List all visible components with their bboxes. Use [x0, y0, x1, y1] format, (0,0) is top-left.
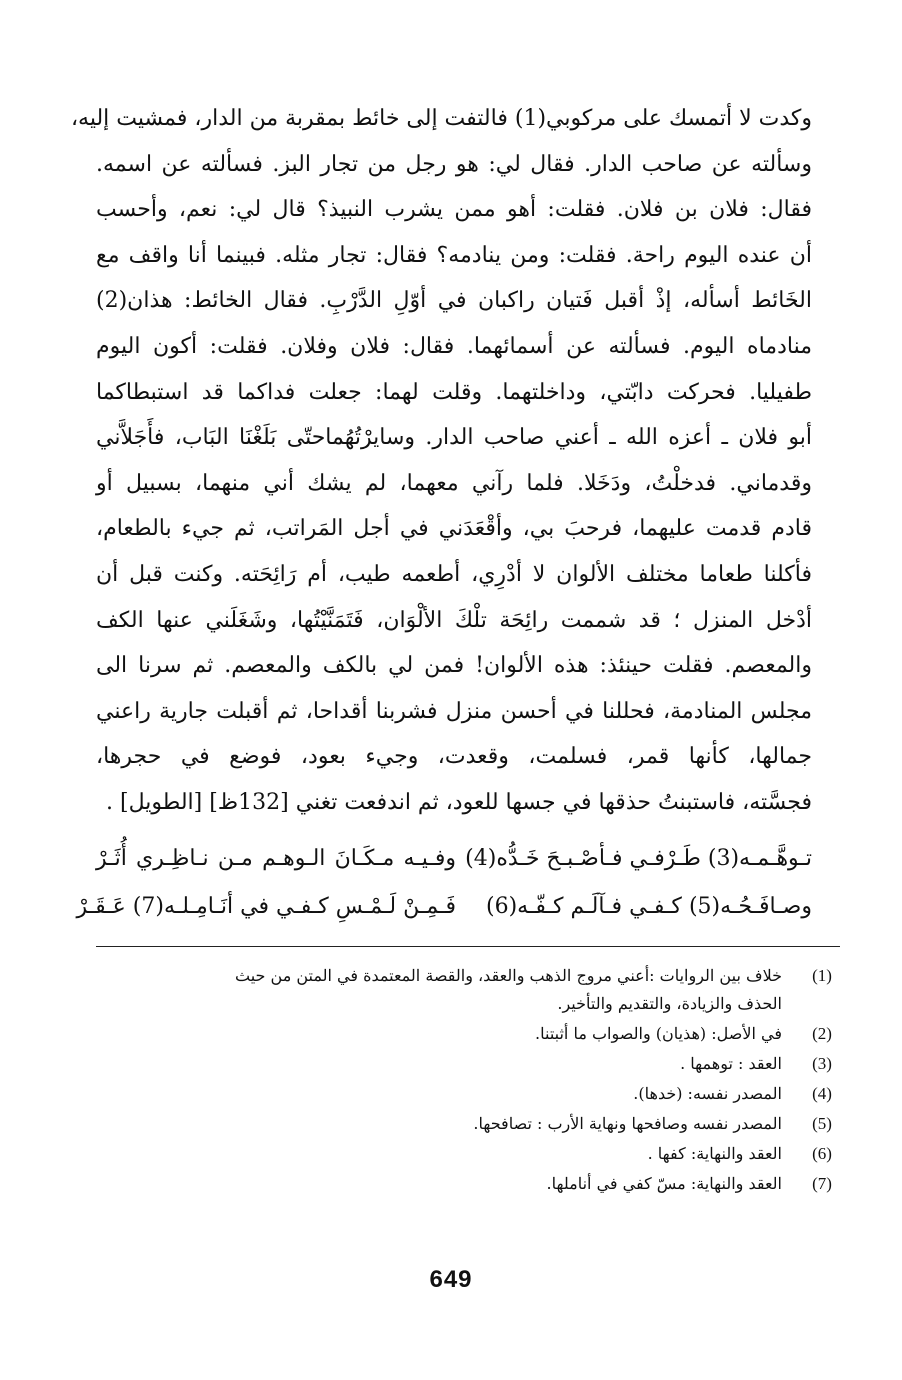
footnote-text: العقد : توهمها . [680, 1054, 782, 1073]
footnote-item [96, 962, 840, 1018]
poem-verse [76, 884, 812, 930]
text-line: أدْخل المنزل ؛ قد شممت رائِحَة تلْكَ الألْوَان، فَتَمَنَّيْتُها، وشَغَلَني عنها الكف [96, 607, 812, 633]
text-line: والمعصم. فقلت حينئذ: هذه الألوان! فمن لي بالكف والمعصم. ثم سرنا الى [96, 653, 812, 679]
page-number: 649 [429, 1266, 473, 1293]
text-line: مجلس المنادمة، فحللنا في أحسن منزل فشربنا أقداحا، ثم أقبلت جارية راعني [96, 698, 812, 724]
footnote-text: خلاف بين الروايات :أعني مروج الذهب والعقد، والقصة المعتمدة في المتن من حيث [235, 966, 782, 985]
text-line: فقال: فلان بن فلان. فقلت: أهو ممن يشرب النبيذ؟ قال لي: نعم، وأحسب [96, 197, 812, 223]
text-line: وكدت لا أتمسك على مركوبي(1) فالتفت إلى خائط بمقربة من الدار، فمشيت إليه، [70, 106, 812, 131]
text-line: فجسَّته، فاستبنتُ حذقها في جسها للعود، ثم اندفعت تغني [132ظ] [الطويل] . [106, 789, 812, 815]
footnote-number: (5) [812, 1114, 832, 1133]
footnote-text: العقد والنهاية: كفها . [647, 1144, 782, 1163]
text-line: الخَائط أسأله، إذْ أقبل فَتيان راكبان في أوّلِ الدَّرْبِ. فقال الخائط: هذان(2) [96, 288, 812, 314]
footnote-text: المصدر نفسه: (خدها). [633, 1084, 782, 1103]
text-line: منادماه اليوم. فسألته عن أسمائهما. فقال: فلان وفلان. فقلت: أكون اليوم [96, 333, 812, 359]
verse-first-hemistich: وصـافَـحُـه(5) كـفـي فـآلَـم كـفّـه(6) [486, 894, 812, 919]
text-line: وسألته عن صاحب الدار. فقال لي: هو رجل من تجار البز. فسألته عن اسمه. [96, 151, 812, 177]
footnote-number: (2) [812, 1024, 832, 1043]
footnote-number: (1) [812, 966, 832, 985]
main-text [70, 96, 812, 826]
footnote-number: (7) [812, 1174, 832, 1193]
text-line: وقدماني. فدخلْتُ، ودَخَلا. فلما رآني معهما، لم يشك أني منهما، بسبيل أو [96, 470, 812, 496]
text-line: أن عنده اليوم راحة. فقلت: ومن ينادمه؟ فقال: تجار مثله. فبينما أنا واقف مع [96, 242, 812, 268]
footnote-item [96, 1020, 840, 1048]
footnote-text: العقد والنهاية: مسّ كفي في أناملها. [546, 1174, 782, 1193]
text-line: أبو فلان ـ أعزه الله ـ أعني صاحب الدار. وسايرْتُهُماحتّى بَلَغْنَا البَاب، فأَجَلاَّني [96, 425, 812, 451]
text-line: طفيليا. فحركت دابّتي، وداخلتهما. وقلت لهما: جعلت فداكما قد استبطاكما [96, 379, 812, 405]
footnote-text: الحذف والزيادة، والتقديم والتأخير. [557, 994, 782, 1013]
footnote-number: (6) [812, 1144, 832, 1163]
footnotes [96, 962, 840, 1198]
footnote-divider [96, 946, 840, 947]
text-line: فأكلنا طعاما مختلف الألوان لا أدْرِي، أطعمه طيب، أم رَائِحَته. وكنت قبل أن [96, 561, 812, 587]
poem-verse [96, 836, 812, 882]
footnote-item [96, 1170, 840, 1198]
footnote-number: (4) [812, 1084, 832, 1103]
verse-second-hemistich: وفـيـه مـكَـانَ الـوهـم مـن نـاظِـري أُثَـرْ [96, 846, 456, 871]
footnote-text: المصدر نفسه وصافحها ونهاية الأرب : تصافحها. [473, 1114, 782, 1133]
footnote-item [96, 1140, 840, 1168]
verse-second-hemistich: فَـمِـنْ لَـمْـسِ كـفـي في أنَـامِـلـه(7) عَـقَـرْ [76, 894, 456, 919]
text-line: جمالها، كأنها قمر، فسلمت، وقعدت، وجيء بعود، فوضع في حجرها، [96, 744, 812, 770]
footnote-number: (3) [812, 1054, 832, 1073]
verse-first-hemistich: تـوهَّـمـه(3) طَـرْفـي فـأصْـبـحَ خَـدُّه(4) [465, 846, 812, 871]
footnote-text: في الأصل: (هذيان) والصواب ما أثبتنا. [535, 1024, 782, 1043]
footnote-item [96, 1110, 840, 1138]
footnote-item [96, 1080, 840, 1108]
text-line: قادم قدمت عليهما، فرحبَ بي، وأقْعَدَني في أجل المَراتب، ثم جيء بالطعام، [96, 516, 812, 542]
footnote-item [96, 1050, 840, 1078]
